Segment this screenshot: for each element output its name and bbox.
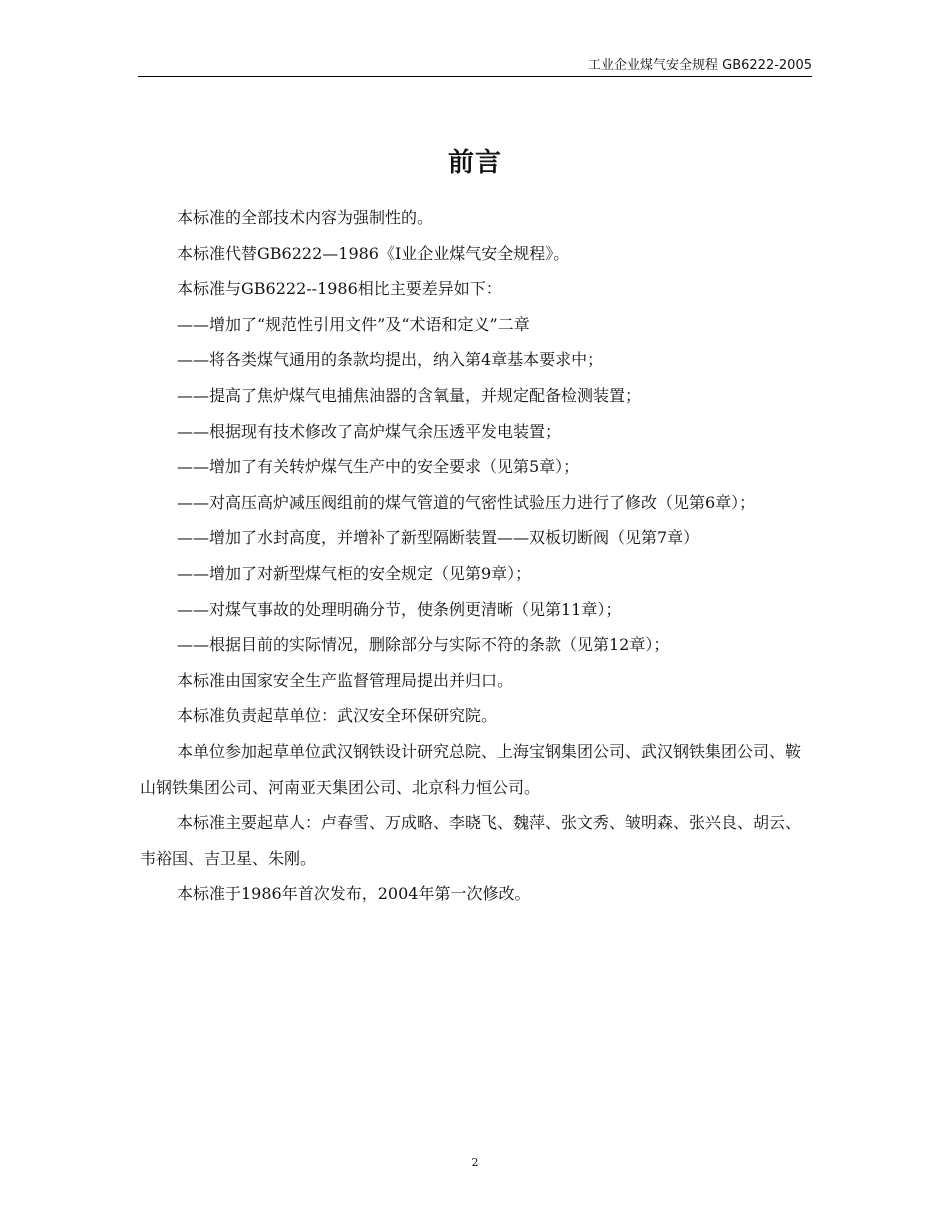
difference-item: ——根据现有技术修改了高炉煤气余压透平发电装置； — [177, 421, 562, 441]
paragraph-mandatory-statement: 本标准的全部技术内容为强制性的。 — [177, 208, 434, 227]
difference-item: ——对煤气事故的处理明确分节，使条例更清晰（见第11章）； — [177, 599, 622, 619]
page-header — [138, 56, 812, 77]
paragraph-drafters: 本标准主要起草人：卢春雪、万成略、李晓飞、魏萍、张文秀、皱明森、张兴良、胡云、韦裕国、吉卫星、朱刚。 — [140, 813, 802, 868]
paragraph-proposer: 本标准由国家安全生产监督管理局提出并归口。 — [177, 670, 514, 690]
difference-item: ——提高了焦炉煤气电捕焦油器的含氧量，并规定配备检测装置； — [177, 385, 642, 405]
page-title: 前言 — [447, 148, 502, 179]
foreword-body — [140, 200, 812, 912]
difference-item: ——增加了对新型煤气柜的安全规定（见第9章）； — [177, 563, 532, 583]
running-title: 工业企业煤气安全规程 GB6222-2005 — [588, 58, 812, 73]
paragraph-participating-units: 本单位参加起草单位武汉钢铁设计研究总院、上海宝钢集团公司、武汉钢铁集团公司、鞍山钢铁集团公司、河南亚天集团公司、北京科力恒公司。 — [140, 741, 802, 797]
paragraph-replaces: 本标准代替GB6222—1986《I业企业煤气安全规程》。 — [177, 243, 570, 263]
paragraph-release-history: 本标准于1986年首次发布，2004年第一次修改。 — [177, 884, 531, 904]
difference-item: ——对高压高炉减压阀组前的煤气管道的气密性试验压力进行了修改（见第6章）； — [177, 492, 756, 512]
difference-item: ——增加了水封高度，并增补了新型隔断装置——双板切断阀（见第7章） — [177, 528, 700, 548]
paragraph-differences-intro: 本标准与GB6222--1986相比主要差异如下： — [177, 279, 502, 299]
paragraph-drafting-unit: 本标准负责起草单位：武汉安全环保研究院。 — [177, 706, 498, 726]
difference-item: ——增加了“规范性引用文件”及“术语和定义”二章 — [177, 314, 530, 334]
difference-item: ——将各类煤气通用的条款均提出，纳入第4章基本要求中； — [177, 350, 604, 370]
page-number: 2 — [471, 1156, 479, 1169]
difference-item: ——增加了有关转炉煤气生产中的安全要求（见第5章）； — [177, 457, 580, 477]
difference-item: ——根据目前的实际情况，删除部分与实际不符的条款（见第12章）； — [177, 635, 670, 655]
